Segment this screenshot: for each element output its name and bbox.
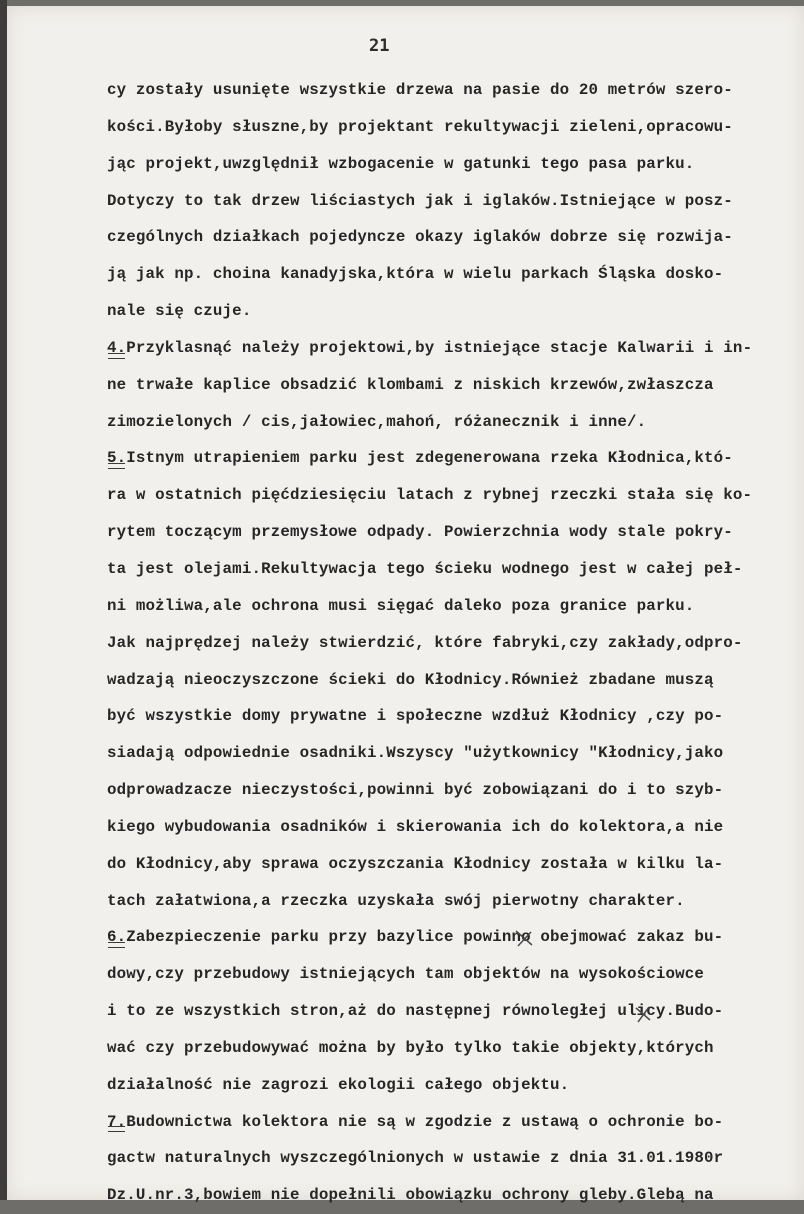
text-line: tach załatwiona,a rzeczka uzyskała swój pierwotny charakter. xyxy=(107,891,685,910)
text-line: wadzają nieoczyszczone ścieki do Kłodnicy.Również zbadane muszą xyxy=(107,670,714,689)
text-line: zimozielonych / cis,jałowiec,mahoń, różanecznik i inne/. xyxy=(107,412,647,431)
document-page xyxy=(7,6,804,1205)
text-line: rytem toczącym przemysłowe odpady. Powierzchnia wody stale pokry- xyxy=(107,523,733,542)
paragraph-6-first-line xyxy=(107,919,797,956)
text-line: cy zostały usunięte wszystkie drzewa na pasie do 20 metrów szero- xyxy=(107,81,733,99)
scan-left-edge xyxy=(0,0,7,1200)
paragraph-number-4: 4. xyxy=(107,330,126,367)
paragraph-5-first-line xyxy=(107,440,797,477)
paragraph-7-first-line xyxy=(107,1104,797,1141)
text-line: jąc projekt,uwzględnił wzbogacenie w gatunki tego pasa parku. xyxy=(107,154,695,173)
text-line: nale się czuje. xyxy=(107,302,252,321)
text-line: Dotyczy to tak drzew liściastych jak i iglaków.Istniejące w posz- xyxy=(107,191,733,210)
text-line-content: Zabezpieczenie parku przy bazylice powinno obejmować zakaz bu- xyxy=(126,928,724,947)
text-line: kości.Byłoby słuszne,by projektant rekultywacji zieleni,opracowu- xyxy=(107,117,733,136)
text-line: ta jest olejami.Rekultywacja tego ścieku wodnego jest w całej peł- xyxy=(107,559,743,578)
text-line: czególnych działkach pojedyncze okazy iglaków dobrze się rozwija- xyxy=(107,228,733,247)
text-line: działalność nie zagrozi ekologii całego objektu. xyxy=(107,1075,570,1094)
text-line: ni możliwa,ale ochrona musi sięgać daleko poza granice parku. xyxy=(107,596,695,615)
paragraph-number-6: 6. xyxy=(107,919,126,956)
text-line: kiego wybudowania osadników i skierowania ich do kolektora,a nie xyxy=(107,817,724,836)
paragraph-4-first-line xyxy=(107,330,797,367)
page-number: 21 xyxy=(369,36,390,56)
text-line: ją jak np. choina kanadyjska,która w wielu parkach Śląska dosko- xyxy=(107,265,724,284)
text-line: i to ze wszystkich stron,aż do następnej równoległej ulicy.Budo- xyxy=(107,1002,724,1021)
text-line: gactw naturalnych wyszczególnionych w ustawie z dnia 31.01.1980r xyxy=(107,1149,724,1168)
text-line: być wszystkie domy prywatne i społeczne wzdłuż Kłodnicy ,czy po- xyxy=(107,707,724,726)
text-line: siadają odpowiednie osadniki.Wszyscy "użytkownicy "Kłodnicy,jako xyxy=(107,744,724,763)
paragraph-number-5: 5. xyxy=(107,440,126,477)
text-line: dowy,czy przebudowy istniejących tam objektów na wysokościowce xyxy=(107,965,705,984)
document-body xyxy=(107,72,797,1214)
text-line-content: Budownictwa kolektora nie są w zgodzie z ustawą o ochronie bo- xyxy=(126,1112,724,1131)
text-line: Jak najprędzej należy stwierdzić, które fabryki,czy zakłady,odpro- xyxy=(107,633,743,652)
text-line-content: Istnym utrapieniem parku jest zdegenerowana rzeka Kłodnica,któ- xyxy=(126,449,733,468)
text-line-content: Przyklasnąć należy projektowi,by istniejące stacje Kalwarii i in- xyxy=(126,338,753,357)
paragraph-number-7: 7. xyxy=(107,1104,126,1141)
text-line: odprowadzacze nieczystości,powinni być zobowiązani do i to szyb- xyxy=(107,781,724,800)
text-line: Dz.U.nr.3,bowiem nie dopełnili obowiązku ochrony gleby.Glebą na xyxy=(107,1186,714,1205)
text-line: wać czy przebudowywać można by było tylko takie objekty,których xyxy=(107,1038,714,1057)
text-line: ra w ostatnich pięćdziesięciu latach z rybnej rzeczki stała się ko- xyxy=(107,486,753,505)
text-line: ne trwałe kaplice obsadzić klombami z niskich krzewów,zwłaszcza xyxy=(107,375,714,394)
text-line: do Kłodnicy,aby sprawa oczyszczania Kłodnicy została w kilku la- xyxy=(107,854,724,873)
